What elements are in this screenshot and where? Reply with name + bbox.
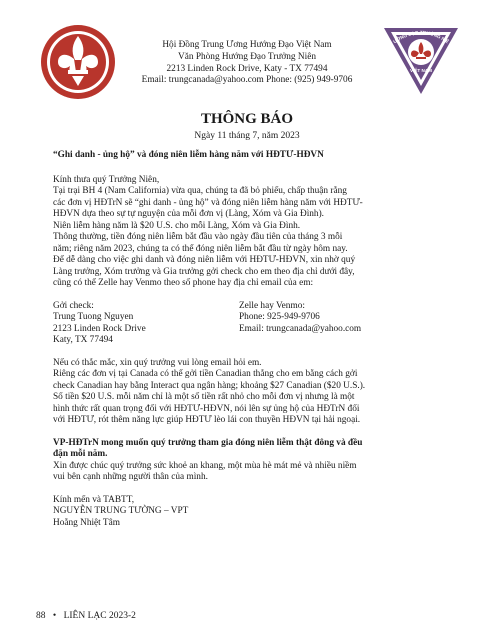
text-line: Tại trại BH 4 (Nam California) vừa qua, chúng ta đã bỏ phiếu, chấp thuận rằng (53, 186, 347, 196)
letterhead-org-name: Hội Đồng Trung Ương Hướng Đạo Việt Nam (162, 40, 332, 50)
subject-line: “Ghi danh - ủng hộ” và đóng niên liễm hàng năm với HĐTƯ-HĐVN (53, 150, 324, 160)
signer-totem: Hoằng Nhiệt Tâm (53, 517, 120, 528)
zelle-label: Zelle hay Venmo: (239, 300, 305, 311)
text-line: hình thức rất quan trọng đối với HĐTƯ-HĐVN, nói lên sự ủng hộ của HĐTrN đối (53, 403, 360, 414)
logo-top-text: ƯỚNG ĐẠO TRƯỞNG NIÊ (392, 29, 450, 45)
text-line: cũng có thể Zelle hay Venmo theo số phone hay địa chỉ email của em: (53, 278, 314, 288)
check-info (53, 301, 239, 347)
text-line: Thông thường, tiền đóng niên liễm bắt đầu vào ngày đầu tiên của tháng 3 mỗi (53, 232, 343, 242)
text-line: năm; riêng năm 2023, chúng ta có thể đóng niên liễm bắt đầu từ ngày hôm nay. (53, 243, 348, 254)
letterhead-office: Văn Phòng Hướng Đạo Trưởng Niên (178, 51, 316, 62)
page-number: 88 (36, 611, 46, 621)
closing-appeal (53, 438, 453, 461)
check-street: 2123 Linden Rock Drive (53, 323, 146, 334)
letter-body (53, 150, 453, 529)
text-line: với HĐTƯ, rót thêm năng lực giúp HĐTƯ lèo lái con thuyền HĐVN tại hải ngoại. (53, 415, 361, 425)
check-name: Trung Tuong Nguyen (53, 312, 134, 322)
check-label: Gởi check: (53, 300, 94, 311)
paragraph-details (53, 358, 453, 427)
signer-name: NGUYỄN TRUNG TƯỜNG – VPT (53, 506, 189, 516)
text-line: vui bên cạnh những người thân của mình. (53, 472, 208, 482)
text-line: Làng trưởng, Xóm trưởng và Gia trưởng gởi check cho em theo địa chỉ dưới đây, (53, 266, 355, 277)
zelle-phone: Phone: 925-949-9706 (239, 312, 320, 322)
logo-bottom-text: VIỆT NAM (410, 68, 432, 73)
text-line: các đơn vị HĐTrN sẽ “ghi danh - ủng hộ” và đóng niên liễm hàng năm với HĐTƯ- (53, 197, 363, 208)
document-title: THÔNG BÁO (200, 111, 294, 127)
publication-name: LIÊN LẠC 2023-2 (63, 611, 136, 621)
salutation: Kính thưa quý Trưởng Niên, (53, 174, 160, 185)
text-line: đặn mỗi năm. (53, 449, 108, 459)
letterhead (118, 40, 376, 87)
document-date: Ngày 11 tháng 7, năm 2023 (194, 131, 300, 141)
text-line: Riêng các đơn vị tại Canada có thể gởi tiền Canadian thẳng cho em bằng cách gởi (53, 369, 358, 379)
text-line: Để dễ dàng cho việc ghi danh và đóng niên liễm với HĐTƯ-HĐVN, xin nhờ quý (53, 255, 356, 265)
closing-wishes (53, 461, 453, 484)
scout-fleur-de-lis-logo (38, 22, 118, 102)
zelle-info (239, 301, 453, 347)
text-line: Nếu có thắc mắc, xin quý trưởng vui lòng email hỏi em. (53, 357, 262, 368)
footer-bullet: • (52, 611, 57, 621)
payment-info (53, 301, 453, 347)
check-city: Katy, TX 77494 (53, 335, 113, 345)
signoff-greeting: Kính mến và TABTT, (53, 494, 135, 505)
page-footer (36, 611, 136, 621)
letterhead-address: 2213 Linden Rock Drive, Katy - TX 77494 (166, 63, 328, 74)
text-line: Số tiền $20 U.S. mỗi năm chỉ là một số tiền rất nhỏ cho mỗi đơn vị nhưng là một (53, 392, 355, 402)
letterhead-contact: Email: trungcanada@yahoo.com Phone: (925) 949-9706 (141, 75, 353, 86)
paragraph-intro (53, 186, 453, 290)
senior-scouts-triangle-logo (380, 22, 462, 98)
zelle-email: Email: trungcanada@yahoo.com (239, 323, 362, 334)
text-line: Niên liễm hàng năm là $20 U.S. cho mỗi Làng, Xóm và Gia Đình. (53, 220, 301, 231)
text-line: VP-HĐTrN mong muốn quý trưởng tham gia đóng niên liễm thật đông và đều (53, 437, 363, 448)
text-line: Xin được chúc quý trưởng sức khoẻ an khang, một mùa hè mát mẻ và nhiều niềm (53, 460, 357, 471)
text-line: HĐVN dựa theo sự tự nguyện của mỗi đơn vị (Làng, Xóm và Gia Đình). (53, 209, 324, 219)
signature-block (53, 495, 453, 530)
text-line: check Canadian hay bằng Interact qua ngân hàng; khoảng $27 Canadian ($20 U.S.). (53, 380, 366, 391)
